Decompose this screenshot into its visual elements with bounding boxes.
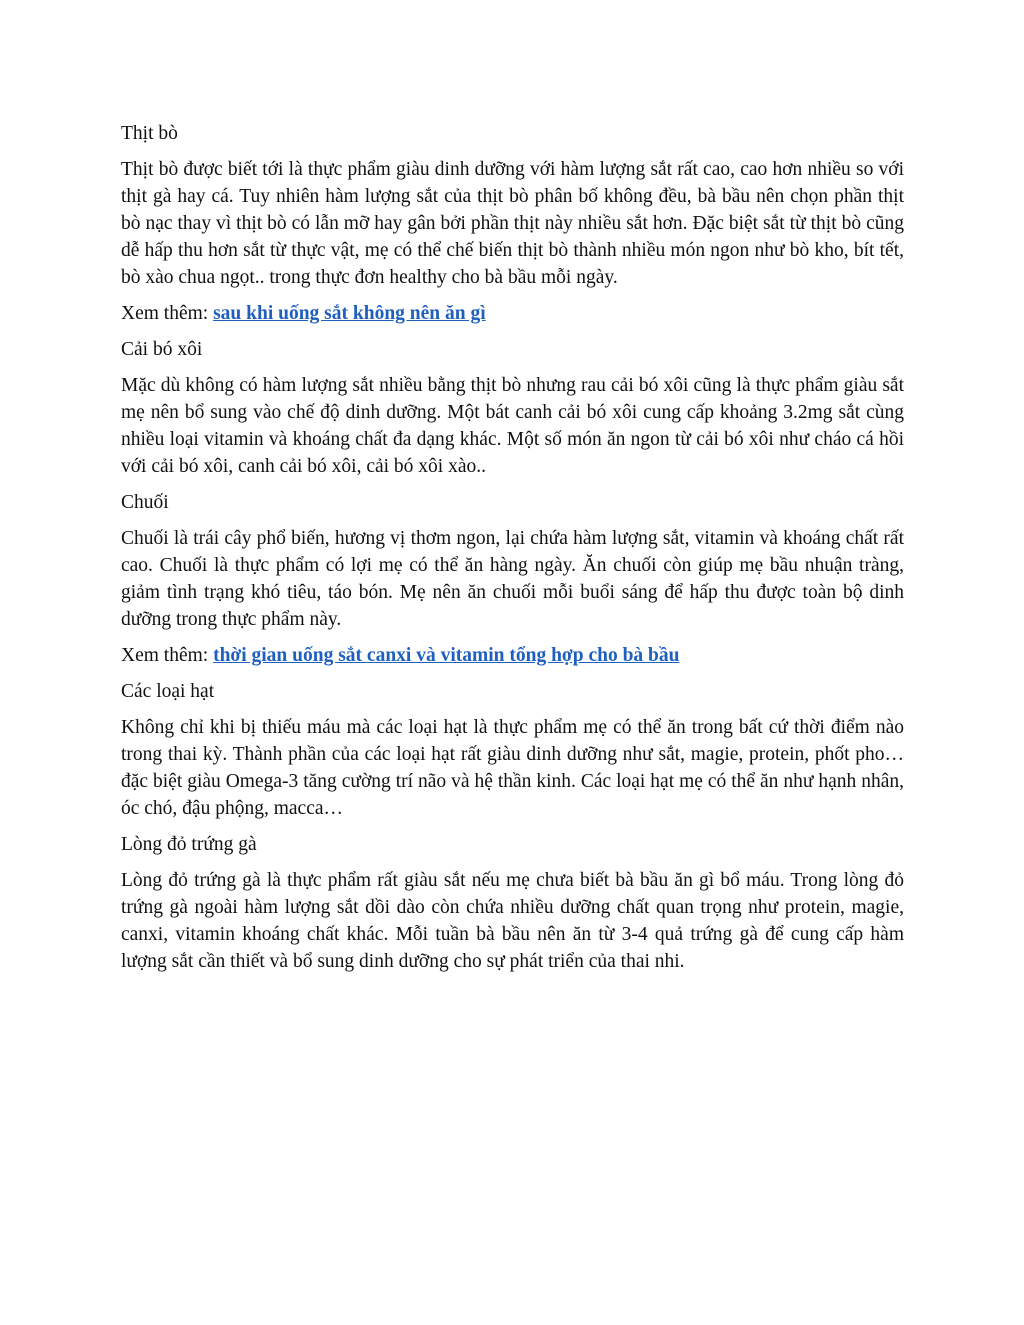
section-heading-beef: Thịt bò (121, 123, 178, 144)
section-body-banana: Chuối là trái cây phổ biến, hương vị thơm ngon, lại chứa hàm lượng sắt, vitamin và khoáng chất rất cao. Chuối là thực phẩm có lợi mẹ có thể ăn hàng ngày. Ăn chuối còn giúp mẹ bầu nhuận tràng, giảm tình trạng khó tiêu, táo bón. Mẹ nên ăn chuối mỗi buổi sáng để hấp thu được toàn bộ dinh dưỡng trong thực phẩm này. (121, 528, 904, 630)
section-heading-egg-yolk: Lòng đỏ trứng gà (121, 834, 257, 855)
see-also-prefix: Xem thêm: (121, 303, 214, 324)
see-also-link-calcium[interactable]: thời gian uống sắt canxi và vitamin tổng hợp cho bà bầu (213, 645, 680, 666)
document-page (121, 120, 904, 984)
see-also-link-iron[interactable]: sau khi uống sắt không nên ăn gì (213, 303, 486, 324)
section-heading-banana: Chuối (121, 492, 169, 513)
section-body-nuts: Không chỉ khi bị thiếu máu mà các loại hạt là thực phẩm mẹ có thể ăn trong bất cứ thời điểm nào trong thai kỳ. Thành phần của các loại hạt rất giàu dinh dưỡng như sắt, magie, protein, phốt pho… đặc biệt giàu Omega-3 tăng cường trí não và hệ thần kinh. Các loại hạt mẹ có thể ăn như hạnh nhân, óc chó, đậu phộng, macca… (121, 717, 904, 819)
section-body-beef: Thịt bò được biết tới là thực phẩm giàu dinh dưỡng với hàm lượng sắt rất cao, cao hơn nhiều so với thịt gà hay cá. Tuy nhiên hàm lượng sắt của thịt bò phân bố không đều, bà bầu nên chọn phần thịt bò nạc thay vì thịt bò có lẫn mỡ hay gân bởi phần thịt này nhiều sắt hơn. Đặc biệt sắt từ thịt bò cũng dễ hấp thu hơn sắt từ thực vật, mẹ có thể chế biến thịt bò thành nhiều món ngon như bò kho, bít tết, bò xào chua ngọt.. trong thực đơn healthy cho bà bầu mỗi ngày. (121, 159, 904, 288)
section-body-egg-yolk: Lòng đỏ trứng gà là thực phẩm rất giàu sắt nếu mẹ chưa biết bà bầu ăn gì bổ máu. Trong lòng đỏ trứng gà ngoài hàm lượng sắt dồi dào còn chứa nhiều dưỡng chất quan trọng như protein, magie, canxi, vitamin khoáng chất khác. Mỗi tuần bà bầu nên ăn từ 3-4 quả trứng gà để cung cấp hàm lượng sắt cần thiết và bổ sung dinh dưỡng cho sự phát triển của thai nhi. (121, 870, 904, 972)
see-also-iron (121, 300, 904, 327)
section-heading-nuts: Các loại hạt (121, 681, 215, 702)
see-also-prefix: Xem thêm: (121, 645, 214, 666)
section-body-spinach: Mặc dù không có hàm lượng sắt nhiều bằng thịt bò nhưng rau cải bó xôi cũng là thực phẩm giàu sắt mẹ nên bổ sung vào chế độ dinh dưỡng. Một bát canh cải bó xôi cung cấp khoảng 3.2mg sắt cùng nhiều loại vitamin và khoáng chất đa dạng khác. Một số món ăn ngon từ cải bó xôi như cháo cá hồi với cải bó xôi, canh cải bó xôi, cải bó xôi xào.. (121, 375, 904, 477)
see-also-calcium (121, 642, 904, 669)
section-heading-spinach: Cải bó xôi (121, 339, 203, 360)
